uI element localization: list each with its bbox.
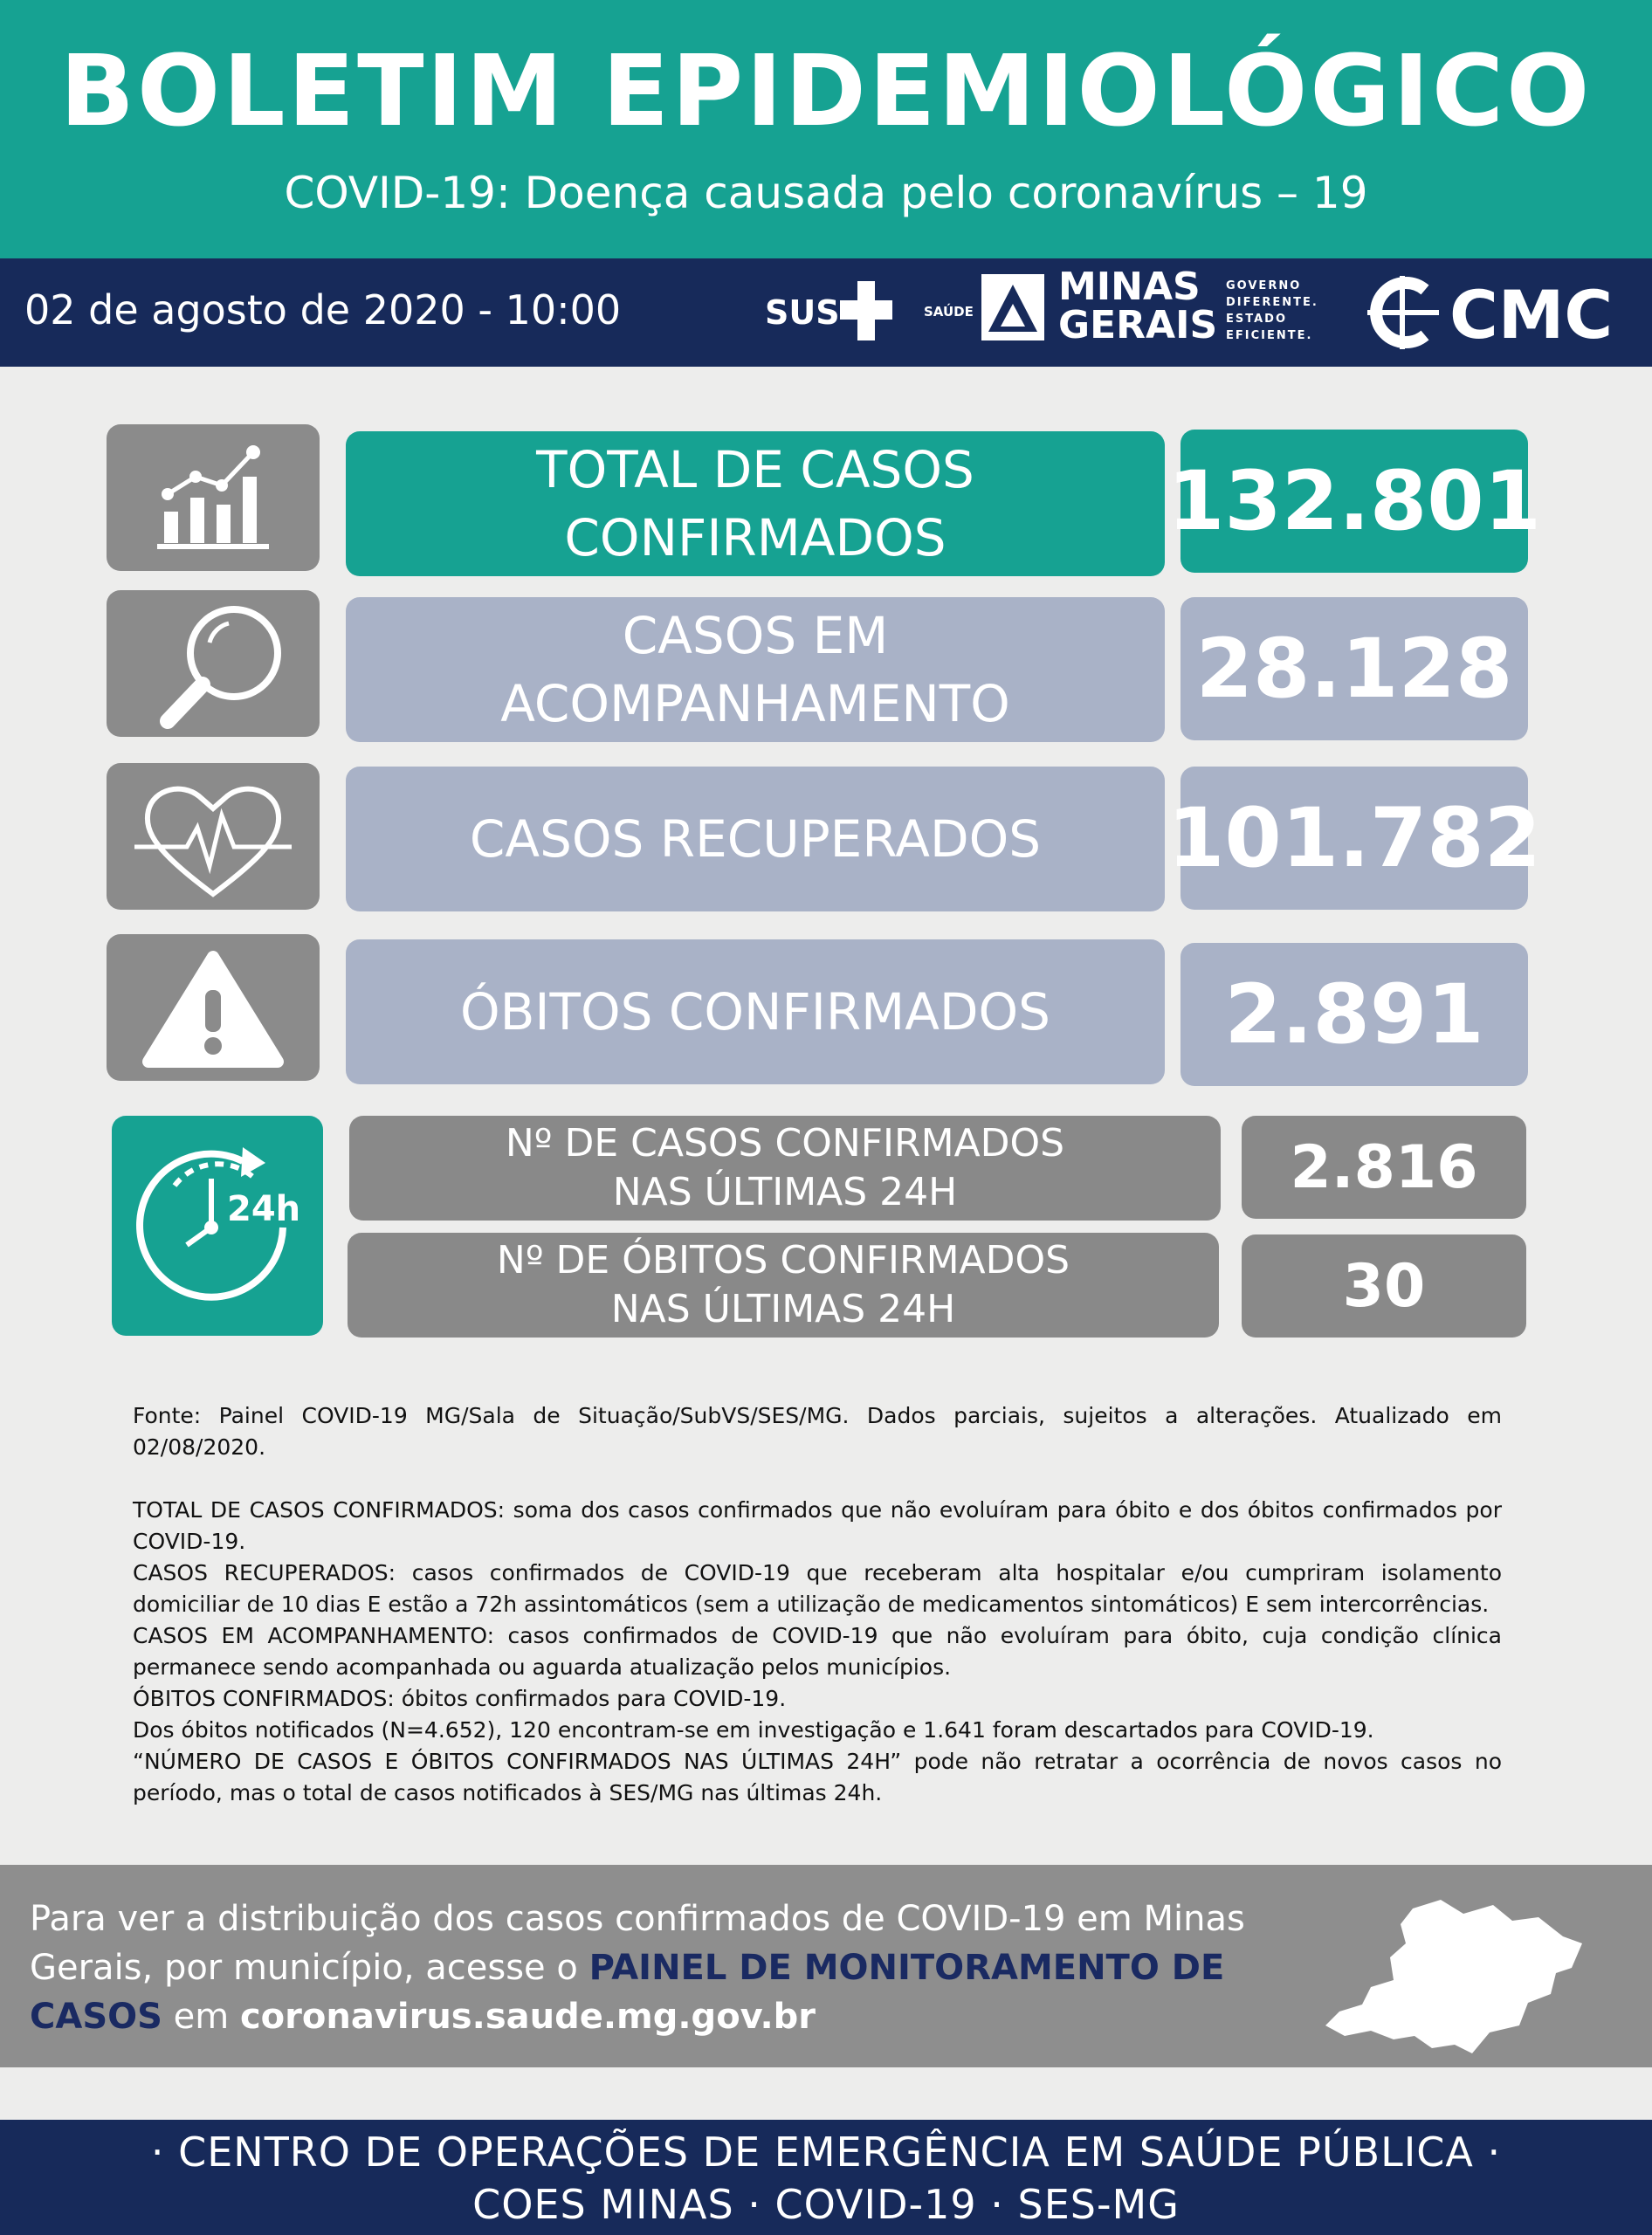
cases-24h-value-box xyxy=(1242,1116,1526,1219)
plus-cross-icon xyxy=(838,278,894,344)
stat-value: 132.801 xyxy=(1167,453,1542,549)
footer-line2: COES MINAS · COVID-19 · SES-MG xyxy=(472,2181,1180,2228)
cmc-logo-text: CMC xyxy=(1449,276,1614,354)
deaths-value-box xyxy=(1180,943,1528,1086)
monitoring-panel-band xyxy=(0,1865,1652,2067)
stat-label: ÓBITOS CONFIRMADOS xyxy=(459,982,1051,1042)
band-text-start: Para ver a distribuição dos casos confirmados de COVID-19 em Minas Gerais, por município, acesse o xyxy=(30,1899,1245,1988)
stat-value: 2.816 xyxy=(1290,1132,1478,1202)
stat-icon-tile xyxy=(107,424,320,571)
clock-24h-text: 24h xyxy=(227,1189,301,1229)
definition-note: TOTAL DE CASOS CONFIRMADOS: soma dos casos confirmados que não evoluíram para óbito e dos óbitos confirmados por COVID-19. xyxy=(133,1497,1502,1554)
minas-gerais-triangle-icon xyxy=(981,274,1044,340)
stat-label: Nº DE ÓBITOS CONFIRMADOS NAS ÚLTIMAS 24H xyxy=(496,1238,1070,1331)
definition-note: Dos óbitos notificados (N=4.652), 120 encontram-se em investigação e 1.641 foram descartados para COVID-19. xyxy=(133,1717,1374,1743)
slogan-line: EFICIENTE. xyxy=(1226,329,1313,342)
website-link[interactable]: coronavirus.saude.mg.gov.br xyxy=(239,1997,816,2037)
heartbeat-icon xyxy=(107,763,320,910)
monitoring-cases-value-box xyxy=(1180,597,1528,740)
cmc-emblem-icon xyxy=(1362,272,1446,353)
page-title: BOLETIM EPIDEMIOLÓGICO xyxy=(59,35,1593,148)
stat-icon-tile xyxy=(107,590,320,737)
stat-label: CASOS RECUPERADOS xyxy=(469,809,1042,869)
recovered-cases-value-box xyxy=(1167,767,1542,910)
total-cases-label-box xyxy=(346,431,1165,576)
minas-gerais-logo-line2: GERAIS xyxy=(1058,303,1218,347)
definition-note: “NÚMERO DE CASOS E ÓBITOS CONFIRMADOS NAS ÚLTIMAS 24H” pode não retratar a ocorrência de novos casos no período, mas o total de casos notificados à SES/MG nas últimas 24h. xyxy=(133,1749,1502,1805)
stat-value: 101.782 xyxy=(1167,790,1542,886)
clock-24h-icon xyxy=(112,1116,323,1336)
notes-section xyxy=(133,1400,1502,1809)
page-subtitle: COVID-19: Doença causada pelo coronavírus – 19 xyxy=(284,168,1368,218)
warning-icon xyxy=(107,934,320,1081)
bulletin-date: 02 de agosto de 2020 - 10:00 xyxy=(24,286,622,334)
deaths-label-box xyxy=(346,939,1165,1084)
sus-logo xyxy=(765,274,894,351)
stat-label: Nº DE CASOS CONFIRMADOS NAS ÚLTIMAS 24H xyxy=(505,1121,1065,1214)
stat-label: CASOS EM ACOMPANHAMENTO xyxy=(500,606,1010,733)
deaths-24h-value-box xyxy=(1242,1234,1526,1338)
definition-note: ÓBITOS CONFIRMADOS: óbitos confirmados para COVID-19. xyxy=(133,1686,787,1711)
minas-gerais-logo-line1: MINAS xyxy=(1058,265,1201,309)
date-logo-bar xyxy=(0,258,1652,367)
source-note: Fonte: Painel COVID-19 MG/Sala de Situação/SubVS/SES/MG. Dados parciais, sujeitos a alterações. Atualizado em 02/08/2020. xyxy=(133,1403,1502,1460)
sus-logo-text: SUS xyxy=(765,293,840,332)
bar-chart-icon xyxy=(107,424,320,571)
definition-note: CASOS RECUPERADOS: casos confirmados de COVID-19 que receberam alta hospitalar e/ou cumpriram isolamento domiciliar de 10 dias E estão a 72h assintomáticos (sem a utilização de medicamentos sintomáticos) E sem intercorrências. xyxy=(133,1560,1502,1617)
slogan-line: ESTADO xyxy=(1226,313,1288,326)
footer-bar xyxy=(0,2120,1652,2235)
header-banner xyxy=(0,0,1652,258)
stat-icon-tile xyxy=(107,763,320,910)
minas-gerais-map-icon xyxy=(1310,1882,1607,2057)
cmc-logo xyxy=(1362,272,1633,353)
government-slogan xyxy=(1226,278,1318,344)
stat-value: 30 xyxy=(1342,1251,1426,1321)
cases-24h-label-box xyxy=(349,1116,1221,1221)
stat-value: 28.128 xyxy=(1195,621,1513,717)
saude-label: SAÚDE xyxy=(924,304,974,320)
band-text-mid: em xyxy=(162,1997,240,2037)
stat-value: 2.891 xyxy=(1224,966,1484,1062)
definition-note: CASOS EM ACOMPANHAMENTO: casos confirmados de COVID-19 que não evoluíram para óbito, cuja condição clínica permanece sendo acompanhada ou aguarda atualização pelos municípios. xyxy=(133,1623,1502,1680)
monitoring-panel-text xyxy=(30,1895,1304,2041)
last-24h-icon-tile xyxy=(112,1116,323,1336)
slogan-line: GOVERNO xyxy=(1226,279,1302,292)
footer-line1: · CENTRO DE OPERAÇÕES DE EMERGÊNCIA EM SAÚDE PÚBLICA · xyxy=(150,2128,1502,2176)
monitoring-panel-link[interactable]: PAINEL DE MONITORAMENTO DE CASOS xyxy=(30,1948,1225,2037)
slogan-line: DIFERENTE. xyxy=(1226,296,1318,309)
monitoring-cases-label-box xyxy=(346,597,1165,742)
stat-icon-tile xyxy=(107,934,320,1081)
deaths-24h-label-box xyxy=(348,1233,1219,1338)
magnifier-icon xyxy=(107,590,320,737)
total-cases-value-box xyxy=(1167,430,1542,573)
stat-label: TOTAL DE CASOS CONFIRMADOS xyxy=(536,440,974,567)
recovered-cases-label-box xyxy=(346,767,1165,911)
